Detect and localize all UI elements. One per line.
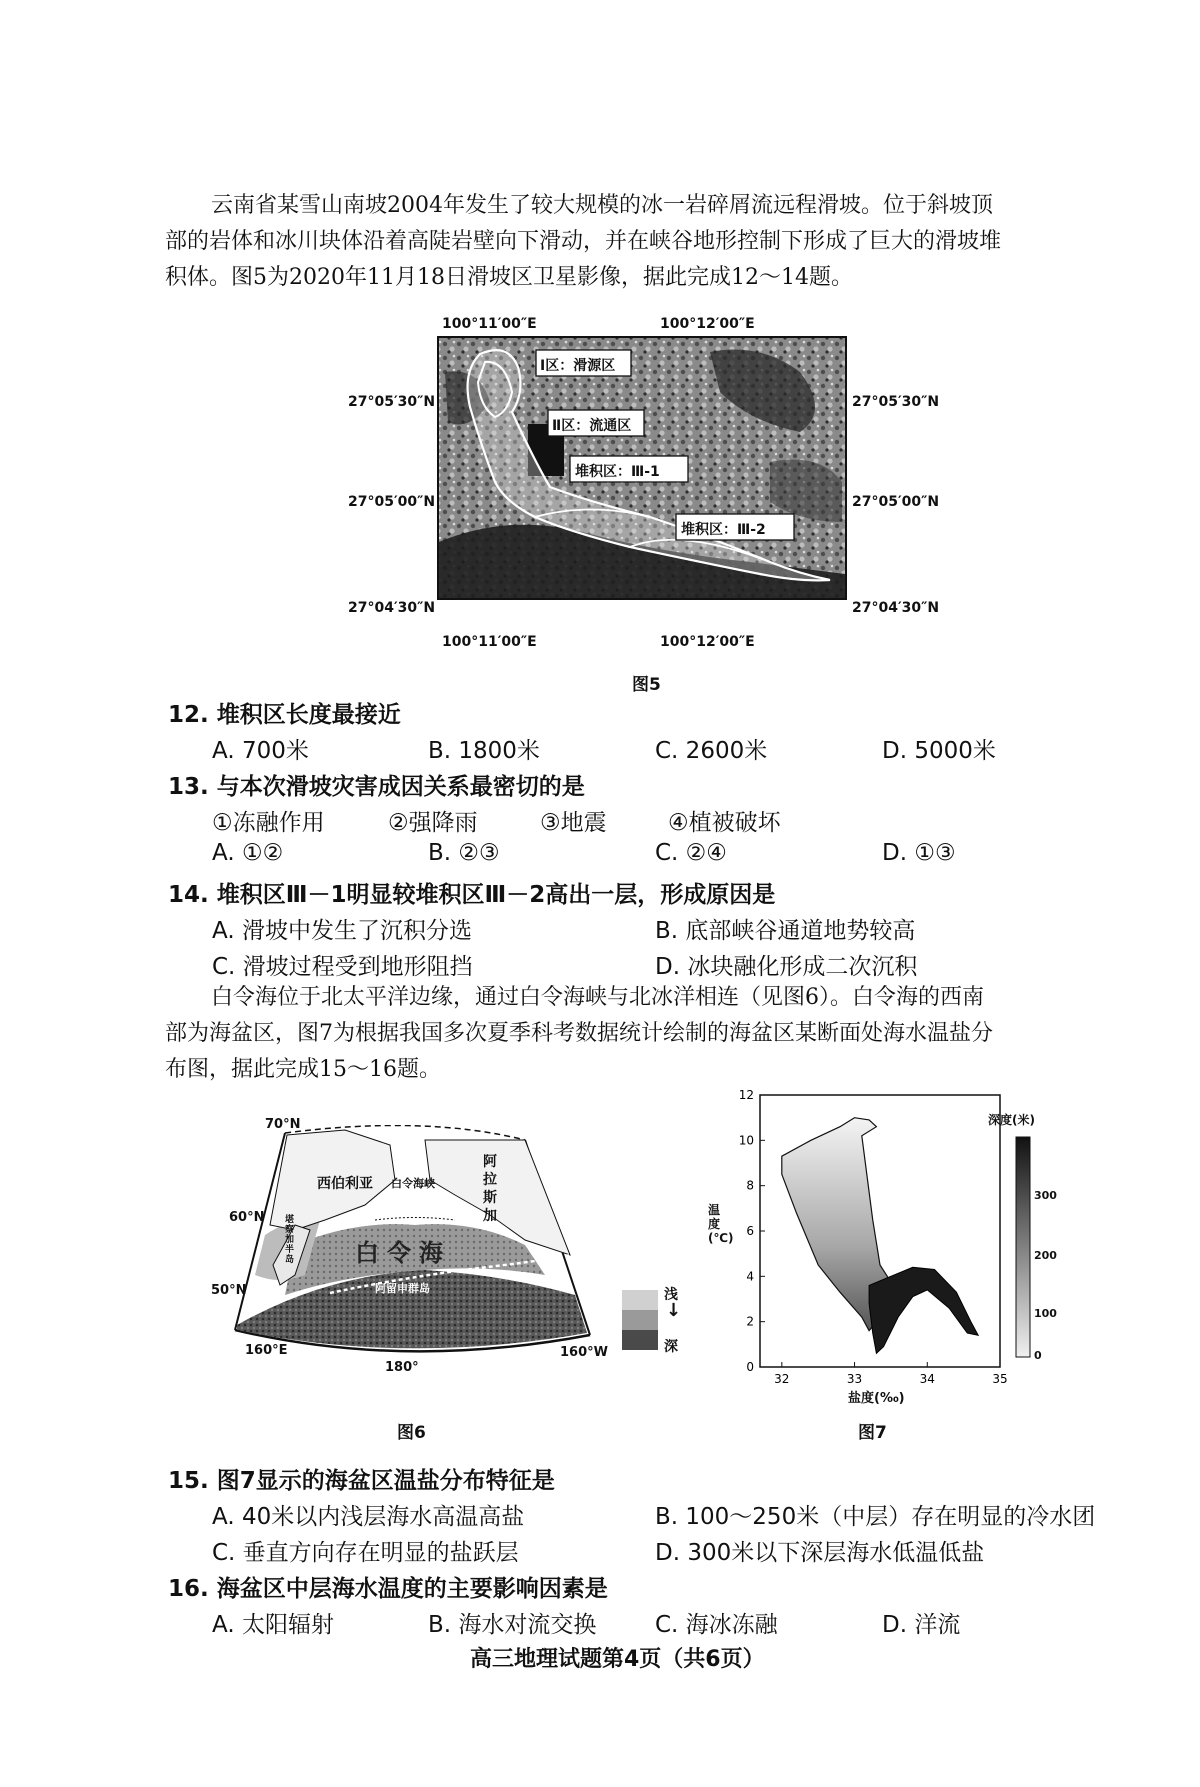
label-bering-strait: 白令海峡 (391, 1177, 435, 1190)
xtick-label: 32 (774, 1372, 790, 1386)
colorbar-tick-100: 100 (1034, 1307, 1057, 1320)
q13-item-2: ②强降雨 (388, 810, 478, 836)
ytick-label: 6 (746, 1224, 754, 1238)
lon-left-top: 100°11′00″E (442, 316, 537, 332)
ytick-label: 8 (746, 1178, 754, 1193)
page-footer: 高三地理试题第4页（共6页） (470, 1647, 765, 1672)
q16-option-d[interactable]: D. 洋流 (882, 1612, 961, 1638)
q13-option-d[interactable]: D. ①③ (882, 840, 956, 866)
colorbar-tick-300: 300 (1034, 1189, 1057, 1202)
legend-swatch-mid (622, 1310, 658, 1330)
label-aleutian: 阿留申群岛 (375, 1282, 430, 1295)
q13-item-4: ④植被破坏 (668, 810, 781, 836)
ts-xlabel: 盐度(‰) (848, 1391, 905, 1406)
label-siberia: 西伯利亚 (317, 1176, 373, 1192)
ytick-label: 0 (746, 1360, 754, 1374)
colorbar-tick-0: 0 (1034, 1349, 1042, 1362)
lat-bot-right: 27°04′30″N (852, 600, 940, 616)
lon-160w: 160°W (560, 1345, 608, 1360)
label-alaska: 阿拉斯加 (483, 1154, 497, 1224)
legend-swatch-deep (622, 1330, 658, 1350)
q13-option-a[interactable]: A. ①② (212, 840, 284, 866)
lat-50n: 50°N (211, 1283, 247, 1298)
lon-right-top: 100°12′00″E (660, 316, 755, 332)
q13-item-1: ①冻融作用 (212, 810, 325, 836)
zone-1-label: Ⅰ区：滑源区 (540, 358, 616, 374)
figure-5 (330, 312, 970, 652)
lat-60n: 60°N (229, 1210, 265, 1225)
label-kamchatka: 堪察加半岛 (285, 1215, 295, 1265)
lat-mid-left: 27°05′00″N (348, 494, 436, 510)
label-bering-sea: 白令海 (355, 1239, 451, 1267)
zone-2-label: Ⅱ区：流通区 (552, 418, 632, 434)
lat-bot-left: 27°04′30″N (348, 600, 436, 616)
q14-option-a[interactable]: A. 滑坡中发生了沉积分选 (212, 918, 472, 944)
xtick-label: 33 (846, 1372, 863, 1386)
lon-180: 180° (385, 1360, 419, 1375)
lat-top-left: 27°05′30″N (348, 394, 436, 410)
q15-option-b[interactable]: B. 100～250米（中层）存在明显的冷水团 (655, 1504, 1096, 1530)
passage-1-line-3: 积体。图5为2020年11月18日滑坡区卫星影像，据此完成12～14题。 (165, 265, 853, 290)
ytick-label: 10 (738, 1133, 754, 1148)
passage-1-line-1: 云南省某雪山南坡2004年发生了较大规模的冰一岩碎屑流远程滑坡。位于斜坡顶 (211, 193, 993, 218)
lon-right-bottom: 100°12′00″E (660, 634, 755, 650)
q15-option-a[interactable]: A. 40米以内浅层海水高温高盐 (212, 1504, 525, 1530)
legend-deep: 深 (664, 1339, 678, 1355)
q12-option-a[interactable]: A. 700米 (212, 738, 309, 764)
q14-option-c[interactable]: C. 滑坡过程受到地形阻挡 (212, 954, 473, 980)
passage-1 (165, 188, 1145, 296)
ytick-label: 2 (746, 1314, 754, 1329)
passage-2-line-2: 部为海盆区，图7为根据我国多次夏季科考数据统计绘制的海盆区某断面处海水温盐分 (165, 1021, 993, 1046)
q12-option-b[interactable]: B. 1800米 (428, 738, 540, 764)
legend-shallow: 浅 (664, 1287, 678, 1303)
q12-option-d[interactable]: D. 5000米 (882, 738, 996, 764)
q14-option-b[interactable]: B. 底部峡谷通道地势较高 (655, 918, 916, 944)
ytick-label: 4 (746, 1269, 754, 1284)
ytick-label: 12 (738, 1088, 754, 1102)
passage-1-line-2: 部的岩体和冰川块体沿着高陡岩壁向下滑动，并在峡谷地形控制下形成了巨大的滑坡堆 (165, 229, 1002, 254)
q14-option-d[interactable]: D. 冰块融化形成二次沉积 (655, 954, 918, 980)
zone-3-2-label: 堆积区：Ⅲ-2 (681, 522, 766, 538)
zone-3-1-label: 堆积区：Ⅲ-1 (575, 464, 660, 480)
xtick-label: 35 (992, 1372, 1008, 1386)
q13-option-c[interactable]: C. ②④ (655, 840, 727, 866)
lat-top-right: 27°05′30″N (852, 394, 940, 410)
figure-5-caption: 图5 (632, 675, 661, 695)
passage-2-line-3: 布图，据此完成15～16题。 (165, 1057, 441, 1082)
lat-mid-right: 27°05′00″N (852, 494, 940, 510)
question-16-stem: 16. 海盆区中层海水温度的主要影响因素是 (168, 1576, 608, 1602)
q16-option-b[interactable]: B. 海水对流交换 (428, 1612, 597, 1638)
colorbar-tick-200: 200 (1034, 1249, 1057, 1262)
q16-option-a[interactable]: A. 太阳辐射 (212, 1612, 334, 1638)
lat-70n: 70°N (265, 1117, 301, 1132)
figure-6-caption: 图6 (397, 1423, 426, 1443)
depth-colorbar (1016, 1137, 1030, 1357)
passage-2-line-1: 白令海位于北太平洋边缘，通过白令海峡与北冰洋相连（见图6）。白令海的西南 (211, 985, 984, 1010)
figure-7-caption: 图7 (858, 1423, 887, 1443)
figure-7 (700, 1085, 1060, 1405)
lon-160e: 160°E (245, 1343, 288, 1358)
question-12-stem: 12. 堆积区长度最接近 (168, 702, 401, 728)
q16-option-c[interactable]: C. 海冰冻融 (655, 1612, 778, 1638)
xtick-label: 34 (919, 1372, 935, 1386)
q12-option-c[interactable]: C. 2600米 (655, 738, 768, 764)
ts-ylabel: 温度(℃) (708, 1203, 734, 1245)
question-15-stem: 15. 图7显示的海盆区温盐分布特征是 (168, 1468, 555, 1494)
passage-2 (165, 980, 1145, 1088)
fig6-depth-legend (622, 1287, 682, 1370)
colorbar-title: 深度(米) (988, 1113, 1035, 1127)
ts-chart (700, 1085, 1060, 1405)
lon-left-bottom: 100°11′00″E (442, 634, 537, 650)
legend-swatch-shallow (622, 1290, 658, 1310)
q15-option-c[interactable]: C. 垂直方向存在明显的盐跃层 (212, 1540, 519, 1566)
legend-arrow: ↓ (666, 1300, 682, 1321)
question-13-stem: 13. 与本次滑坡灾害成因关系最密切的是 (168, 774, 585, 800)
q13-item-3: ③地震 (540, 810, 607, 836)
q15-option-d[interactable]: D. 300米以下深层海水低温低盐 (655, 1540, 985, 1566)
q13-option-b[interactable]: B. ②③ (428, 840, 500, 866)
question-14-stem: 14. 堆积区Ⅲ－1明显较堆积区Ⅲ－2高出一层，形成原因是 (168, 882, 776, 908)
